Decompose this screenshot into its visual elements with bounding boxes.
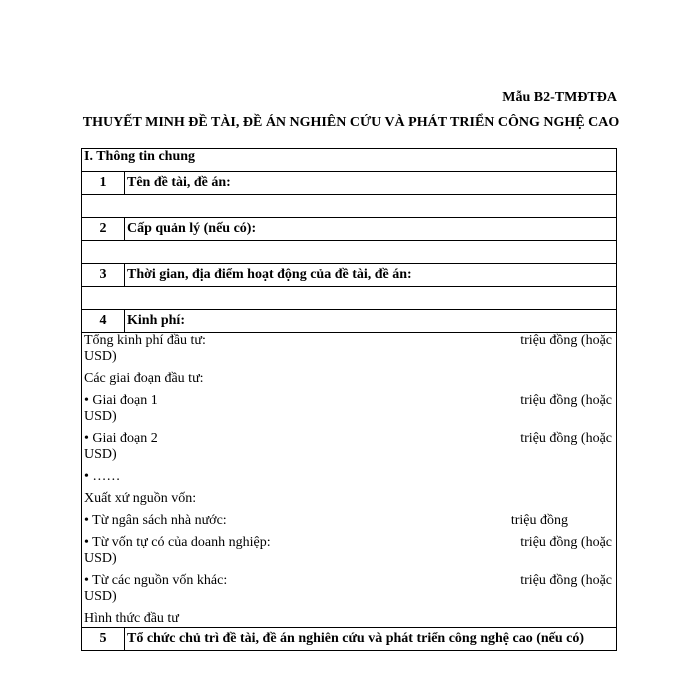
own-capital-label: • Từ vốn tự có của doanh nghiệp: <box>84 535 271 550</box>
total-funding-unit-cont: USD) <box>84 349 117 364</box>
item-label-management-level: Cấp quản lý (nếu có): <box>125 218 617 241</box>
item-label-time-location: Thời gian, địa điểm hoạt động của đề tài, đề án: <box>125 264 617 287</box>
state-budget-label: • Từ ngân sách nhà nước: <box>84 513 227 528</box>
item-number: 1 <box>82 172 125 195</box>
phase2-label: • Giai đoạn 2 <box>84 431 158 446</box>
section-heading: I. Thông tin chung <box>82 149 617 172</box>
other-sources-unit: triệu đồng (hoặc <box>520 573 612 588</box>
item-row-1 <box>82 172 617 195</box>
item-number: 3 <box>82 264 125 287</box>
item-answer-row-1 <box>82 195 617 218</box>
phase1-unit: triệu đồng (hoặc <box>520 393 612 408</box>
phases-label: Các giai đoạn đầu tư: <box>84 371 204 386</box>
item-row-4 <box>82 310 617 333</box>
item-row-2 <box>82 218 617 241</box>
item-label-funding: Kinh phí: <box>125 310 617 333</box>
funding-origin-label: Xuất xứ nguồn vốn: <box>84 491 197 506</box>
own-capital-unit-cont: USD) <box>84 551 117 566</box>
item-answer-row-3 <box>82 287 617 310</box>
info-table <box>81 148 617 651</box>
item-label-project-name: Tên đề tài, đề án: <box>125 172 617 195</box>
phase1-unit-cont: USD) <box>84 409 117 424</box>
form-code: Mẫu B2-TMĐTĐA <box>502 90 617 105</box>
phase2-unit: triệu đồng (hoặc <box>520 431 612 446</box>
item-answer-row-2 <box>82 241 617 264</box>
other-sources-label: • Từ các nguồn vốn khác: <box>84 573 228 588</box>
item-number: 4 <box>82 310 125 333</box>
own-capital-unit: triệu đồng (hoặc <box>520 535 612 550</box>
item-row-5 <box>82 628 617 651</box>
more-phases: • …… <box>84 469 121 484</box>
answer-field-time-location[interactable] <box>82 287 617 310</box>
funding-detail-row <box>82 333 617 628</box>
phase1-label: • Giai đoạn 1 <box>84 393 158 408</box>
answer-field-project-name[interactable] <box>82 195 617 218</box>
section-heading-row <box>82 149 617 172</box>
total-funding-unit: triệu đồng (hoặc <box>520 333 612 348</box>
item-number: 2 <box>82 218 125 241</box>
answer-field-management-level[interactable] <box>82 241 617 264</box>
item-number: 5 <box>82 628 125 651</box>
phase2-unit-cont: USD) <box>84 447 117 462</box>
total-funding-label: Tổng kinh phí đầu tư: <box>84 333 206 348</box>
investment-form-label: Hình thức đầu tư <box>84 611 179 626</box>
funding-detail <box>82 333 617 628</box>
document-title: THUYẾT MINH ĐỀ TÀI, ĐỀ ÁN NGHIÊN CỨU VÀ PHÁT TRIỂN CÔNG NGHỆ CAO <box>82 115 620 130</box>
state-budget-unit: triệu đồng <box>510 513 568 528</box>
item-label-host-organization: Tổ chức chủ trì đề tài, đề án nghiên cứu và phát triển công nghệ cao (nếu có) <box>125 628 617 651</box>
item-row-3 <box>82 264 617 287</box>
other-sources-unit-cont: USD) <box>84 589 117 604</box>
